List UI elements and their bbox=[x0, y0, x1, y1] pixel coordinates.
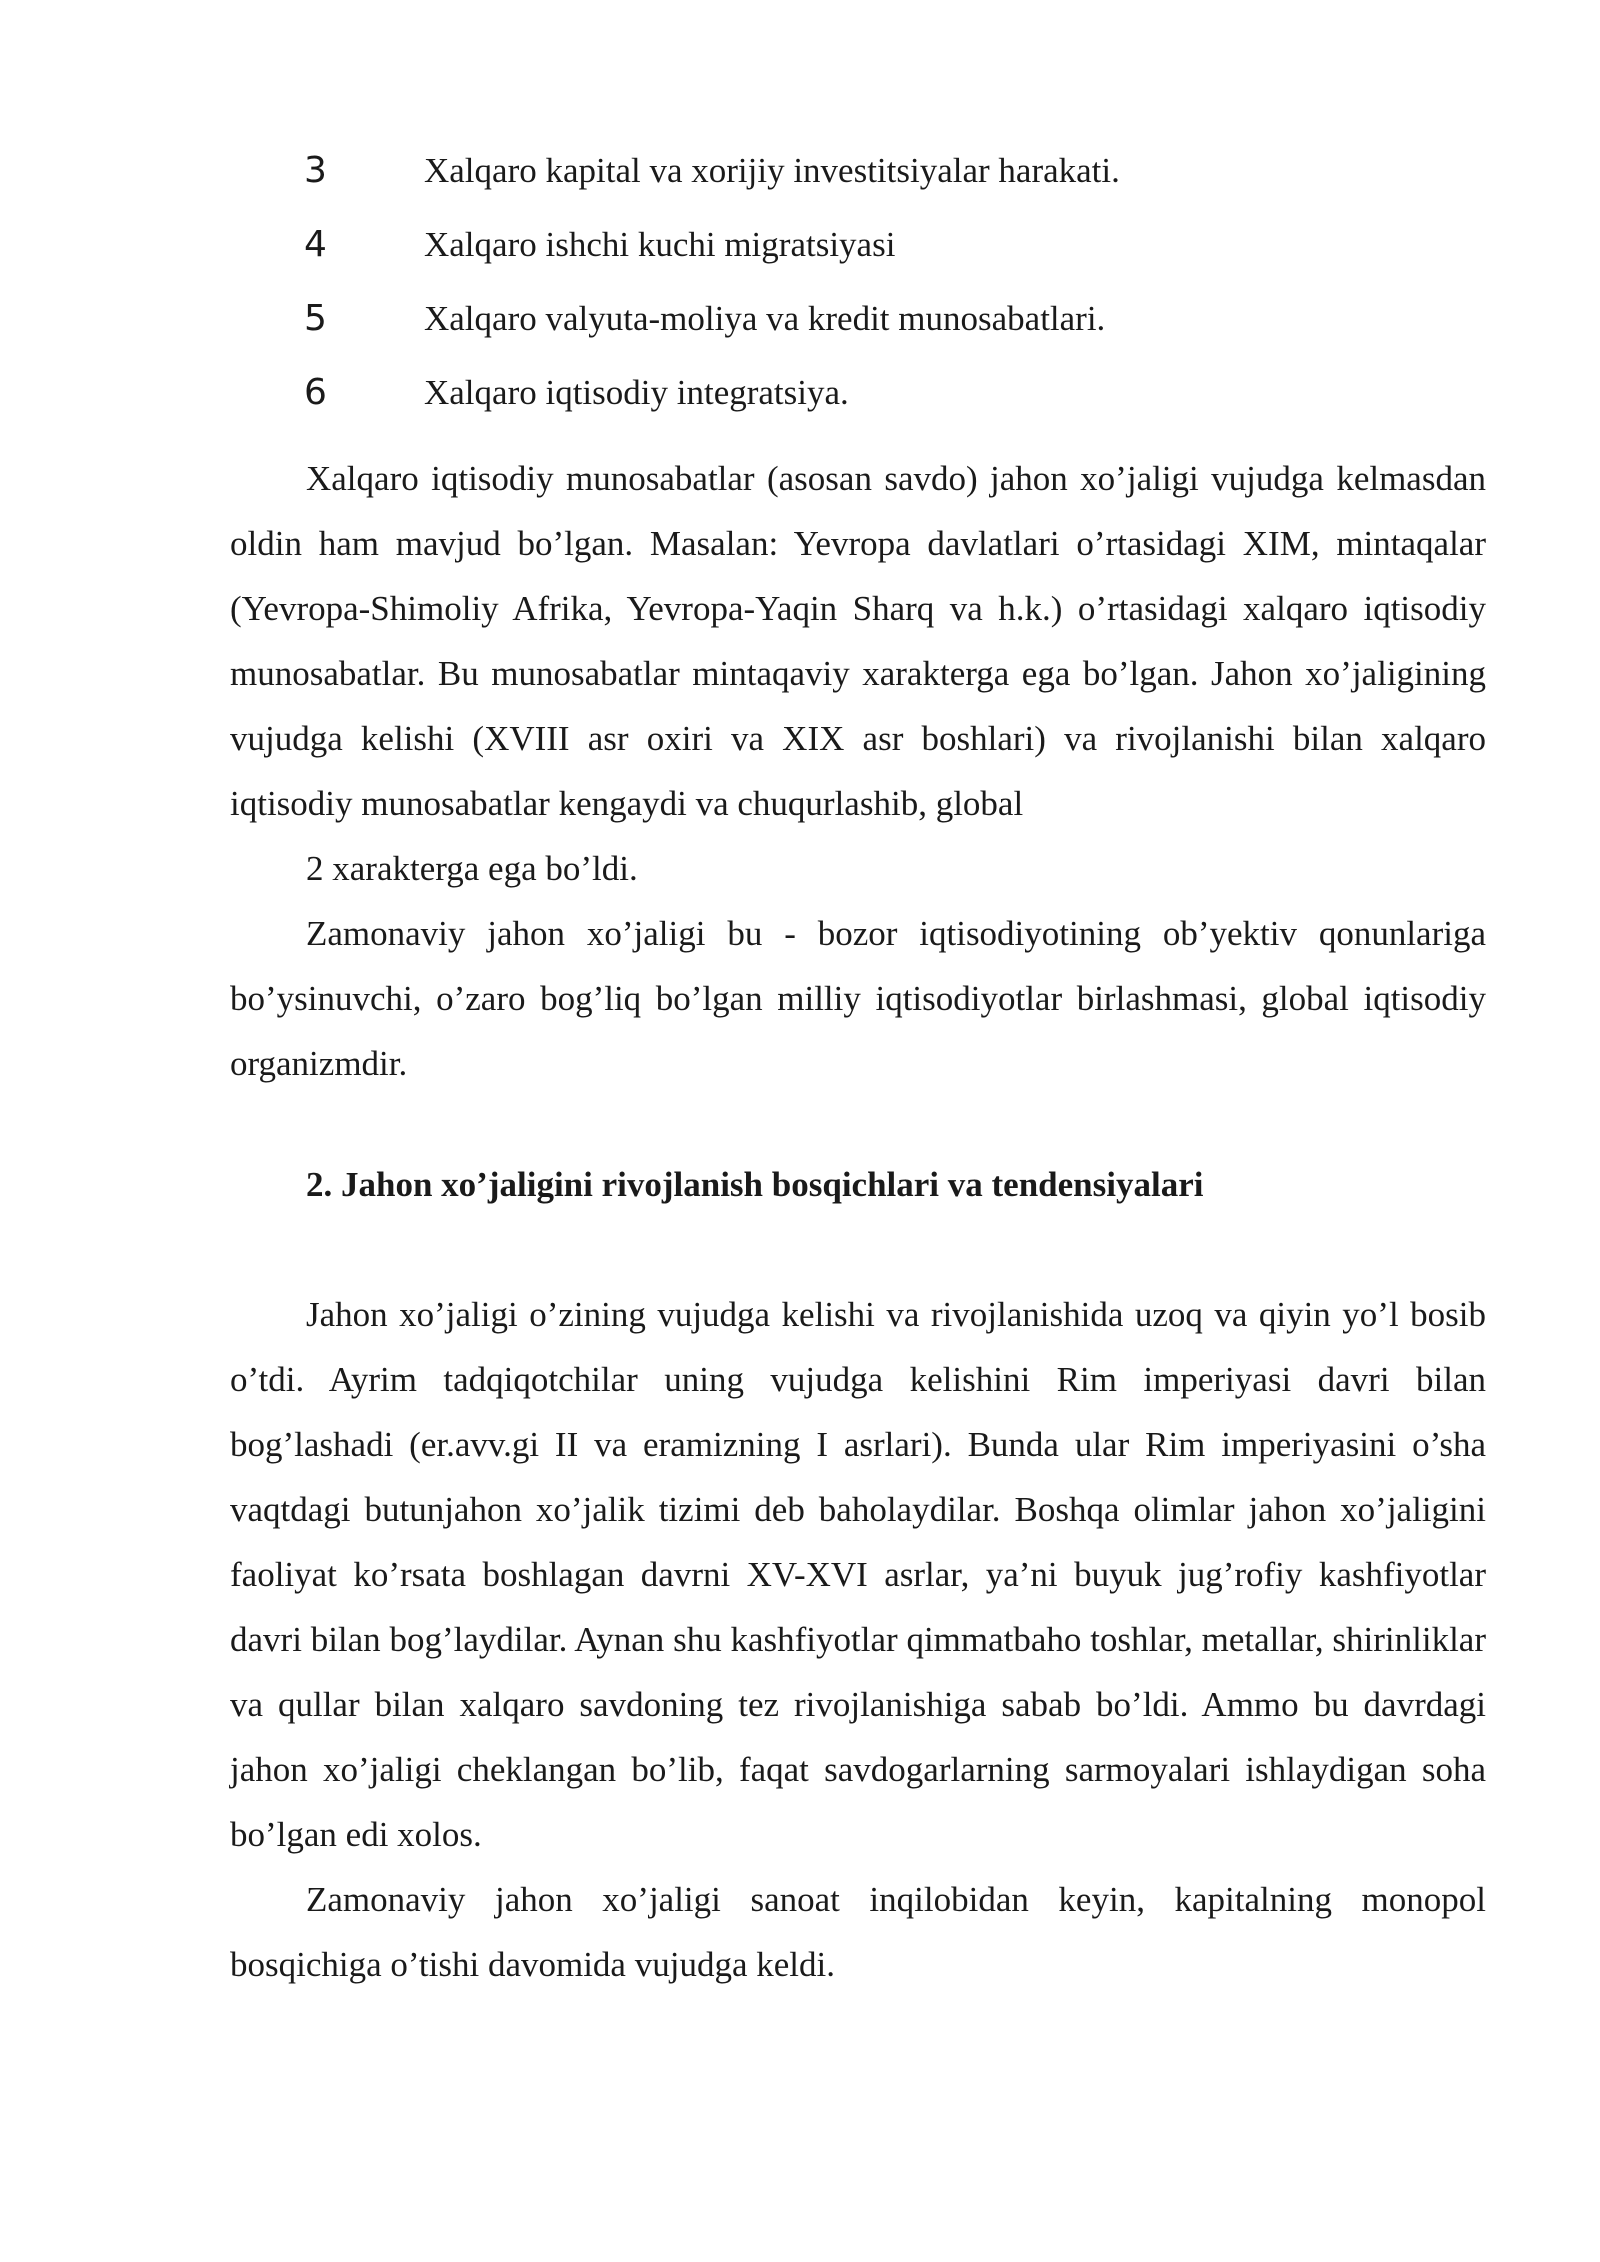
paragraph-industrial-revolution: Zamonaviy jahon xo’jaligi sanoat inqilobidan keyin, kapitalning monopol bosqichiga o’tishi davomida vujudga keldi. bbox=[230, 1880, 1486, 1984]
paragraph-international-relations: Xalqaro iqtisodiy munosabatlar (asosan savdo) jahon xo’jaligi vujudga kelmasdan oldin ham mavjud bo’lgan. Masalan: Yevropa davlatlari o’rtasidagi XIM, mintaqalar (Yevropa-Shimoliy Afrika, Yevropa-Yaqin Sharq va h.k.) o’rtasidagi xalqaro iqtisodiy munosabatlar. Bu munosabatlar mintaqaviy xarakterga ega bo’lgan. Jahon xo’jaligining vujudga kelishi (XVIII asr oxiri va XIX asr boshlari) va rivojlanishi bilan xalqaro iqtisodiy munosabatlar kengaydi va chuqurlashib, global bbox=[230, 459, 1486, 823]
list-item-text: Xalqaro ishchi kuchi migratsiyasi bbox=[424, 225, 896, 264]
list-item-number: 5 bbox=[304, 298, 327, 339]
section-heading: 2. Jahon xo’jaligini rivojlanish bosqichlari va tendensiyalari bbox=[306, 1165, 1204, 1204]
list-item bbox=[230, 372, 1486, 446]
list-item bbox=[230, 224, 1486, 298]
document-page bbox=[230, 150, 1486, 1997]
list-item-text: Xalqaro valyuta-moliya va kredit munosabatlari. bbox=[424, 299, 1106, 338]
spacer bbox=[230, 1217, 1486, 1282]
paragraph-development-history: Jahon xo’jaligi o’zining vujudga kelishi va rivojlanishida uzoq va qiyin yo’l bosib o’tdi. Ayrim tadqiqotchilar uning vujudga kelishini Rim imperiyasi davri bilan bog’lashadi (er.avv.gi II va eramizning I asrlari). Bunda ular Rim imperiyasini o’sha vaqtdagi butunjahon xo’jalik tizimi deb baholaydilar. Boshqa olimlar jahon xo’jaligini faoliyat ko’rsata boshlagan davrni XV-XVI asrlar, ya’ni buyuk jug’rofiy kashfiyotlar davri bilan bog’laydilar. Aynan shu kashfiyotlar qimmatbaho toshlar, metallar, shirinliklar va qullar bilan xalqaro savdoning tez rivojlanishiga sabab bo’ldi. Ammo bu davrdagi jahon xo’jaligi cheklangan bo’lib, faqat savdogarlarning sarmoyalari ishlaydigan soha bo’lgan edi xolos. bbox=[230, 1295, 1486, 1854]
list-item bbox=[230, 150, 1486, 224]
paragraph-continuation: 2 xarakterga ega bo’ldi. bbox=[306, 849, 638, 888]
list-item-number: 4 bbox=[304, 224, 327, 265]
list-item-number: 6 bbox=[304, 372, 327, 413]
list-item bbox=[230, 298, 1486, 372]
paragraph-modern-economy: Zamonaviy jahon xo’jaligi bu - bozor iqtisodiyotining ob’yektiv qonunlariga bo’ysinuvchi, o’zaro bog’liq bo’lgan milliy iqtisodiyotlar birlashmasi, global iqtisodiy organizmdir. bbox=[230, 914, 1486, 1083]
numbered-list bbox=[230, 150, 1486, 446]
list-item-text: Xalqaro kapital va xorijiy investitsiyalar harakati. bbox=[424, 151, 1120, 190]
list-item-number: 3 bbox=[304, 150, 327, 191]
list-item-text: Xalqaro iqtisodiy integratsiya. bbox=[424, 373, 849, 412]
